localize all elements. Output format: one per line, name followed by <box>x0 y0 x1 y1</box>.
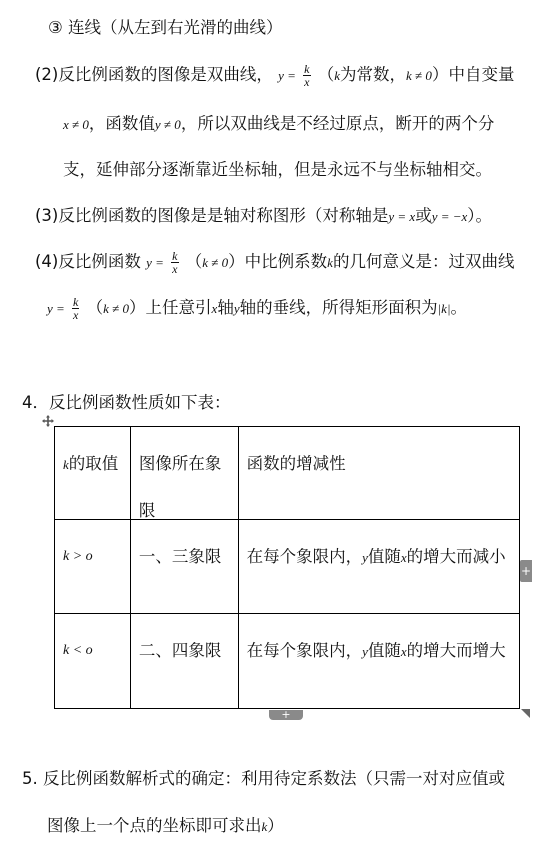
property-4-text-c: 的几何意义是：过双曲线 <box>332 252 515 271</box>
property-4-line-2 <box>47 296 467 321</box>
section-5-line-1: 5. 反比例函数解析式的确定：利用待定系数法（只需一对对应值或 <box>22 769 505 788</box>
quadrant-text: 二、四象限 <box>138 641 222 660</box>
x-variable: x <box>211 301 218 316</box>
y-variable: y <box>233 301 240 316</box>
trend-text-b: 值随 <box>367 547 401 566</box>
k-variable: k <box>327 255 333 270</box>
k-variable: k <box>63 457 69 472</box>
table-cell <box>238 520 519 614</box>
x-variable: x <box>400 550 407 565</box>
y-variable: y <box>362 550 368 565</box>
trend-text-c: 的增大而增大 <box>406 641 506 660</box>
property-2-line-2-text-a: ，函数值 <box>88 114 155 133</box>
fraction-denominator: x <box>172 262 178 276</box>
table-header-row <box>55 427 520 520</box>
k-not-zero: k ≠ 0 <box>103 301 130 316</box>
k-not-zero: k ≠ 0 <box>406 68 432 83</box>
y-not-zero: y ≠ 0 <box>154 117 181 132</box>
property-4-text-b: ）中比例系数 <box>228 252 328 271</box>
resize-corner-icon[interactable] <box>521 709 530 718</box>
add-row-button[interactable] <box>269 710 303 720</box>
table-cell <box>55 520 131 614</box>
property-2-line-2 <box>63 114 494 134</box>
paren-open: （ <box>185 252 203 271</box>
equation-lhs: y = <box>47 301 65 316</box>
property-2-line-2-text-b: ，所以双曲线是不经过原点，断开的两个分 <box>180 114 495 133</box>
property-4-line-1 <box>35 250 514 275</box>
property-3-line <box>35 206 492 226</box>
add-column-button[interactable] <box>520 560 532 582</box>
property-2-text-end: ）中自变量 <box>431 65 515 84</box>
table-header-cell <box>130 427 238 520</box>
property-3-end: ）。 <box>467 206 493 225</box>
fraction-numerator: k <box>73 295 79 309</box>
symmetry-axis-2: y = −x <box>431 209 468 224</box>
paren-open: （ <box>317 65 335 84</box>
property-4-end: 。 <box>450 298 468 317</box>
trend-text-a: 在每个象限内， <box>246 547 363 566</box>
x-variable: x <box>400 644 407 659</box>
y-variable: y <box>362 644 368 659</box>
k-variable: k <box>261 819 268 834</box>
property-4-line-2-text-c: 轴的垂线，所得矩形面积为 <box>239 298 438 317</box>
header-label: 的取值 <box>68 454 119 473</box>
constant-text: 为常数， <box>340 65 407 84</box>
plus-icon: + <box>281 708 291 721</box>
k-condition: k > o <box>63 549 93 564</box>
symmetry-axis-1: y = x <box>388 209 416 224</box>
section-5-text: 图像上一个点的坐标即可求出 <box>47 816 262 835</box>
trend-text-b: 值随 <box>367 641 401 660</box>
axis-text: 轴 <box>217 298 234 317</box>
equation-lhs: y = <box>278 68 296 83</box>
fraction-k-over-x <box>171 250 178 275</box>
table-cell <box>130 520 238 614</box>
fraction-numerator: k <box>304 62 310 76</box>
x-not-zero: x ≠ 0 <box>63 117 89 132</box>
or-text: 或 <box>415 206 432 225</box>
fraction-k-over-x <box>303 63 310 88</box>
property-3-text: (3)反比例函数的图像是是轴对称图形（对称轴是 <box>35 206 389 225</box>
header-label: 函数的增减性 <box>246 454 346 473</box>
property-4-text: (4)反比例函数 <box>35 252 141 271</box>
fraction-k-over-x <box>72 296 79 321</box>
paren-open: （ <box>86 298 104 317</box>
table-cell <box>238 614 519 709</box>
table-row <box>55 520 520 614</box>
trend-text <box>247 627 513 675</box>
equation-lhs: y = <box>146 255 164 270</box>
section-4-heading: 4．反比例函数性质如下表： <box>22 393 231 412</box>
trend-text-c: 的增大而减小 <box>406 547 506 566</box>
move-arrows-icon[interactable] <box>42 415 54 427</box>
quadrant-text: 一、三象限 <box>138 547 222 566</box>
property-2-line-3: 支，延伸部分逐渐靠近坐标轴，但是永远不与坐标轴相交。 <box>63 160 492 179</box>
plus-icon: + <box>520 564 532 578</box>
property-2-text: (2)反比例函数的图像是双曲线， <box>35 65 273 84</box>
trend-text <box>247 533 513 581</box>
abs-k: |k| <box>437 301 451 316</box>
table-header-cell <box>55 427 131 520</box>
properties-table <box>54 426 520 709</box>
trend-text-a: 在每个象限内， <box>246 641 363 660</box>
table-row <box>55 614 520 709</box>
table-header-cell <box>238 427 519 520</box>
k-not-zero: k ≠ 0 <box>202 255 229 270</box>
header-k-values <box>63 440 118 488</box>
table-cell <box>55 614 131 709</box>
property-4-line-2-text-a: ）上任意引 <box>129 298 212 317</box>
table-cell <box>130 614 238 709</box>
header-label: 图像所在象限 <box>138 454 222 520</box>
section-5-end: ） <box>267 816 284 835</box>
item-3-text: ③ 连线（从左到右光滑的曲线） <box>48 18 283 37</box>
fraction-denominator: x <box>304 75 310 89</box>
fraction-denominator: x <box>73 308 79 322</box>
section-5-line-2 <box>47 816 284 836</box>
k-variable: k <box>334 68 341 83</box>
property-2-line-1 <box>35 63 514 88</box>
fraction-numerator: k <box>172 249 178 263</box>
k-condition: k < o <box>63 643 93 658</box>
